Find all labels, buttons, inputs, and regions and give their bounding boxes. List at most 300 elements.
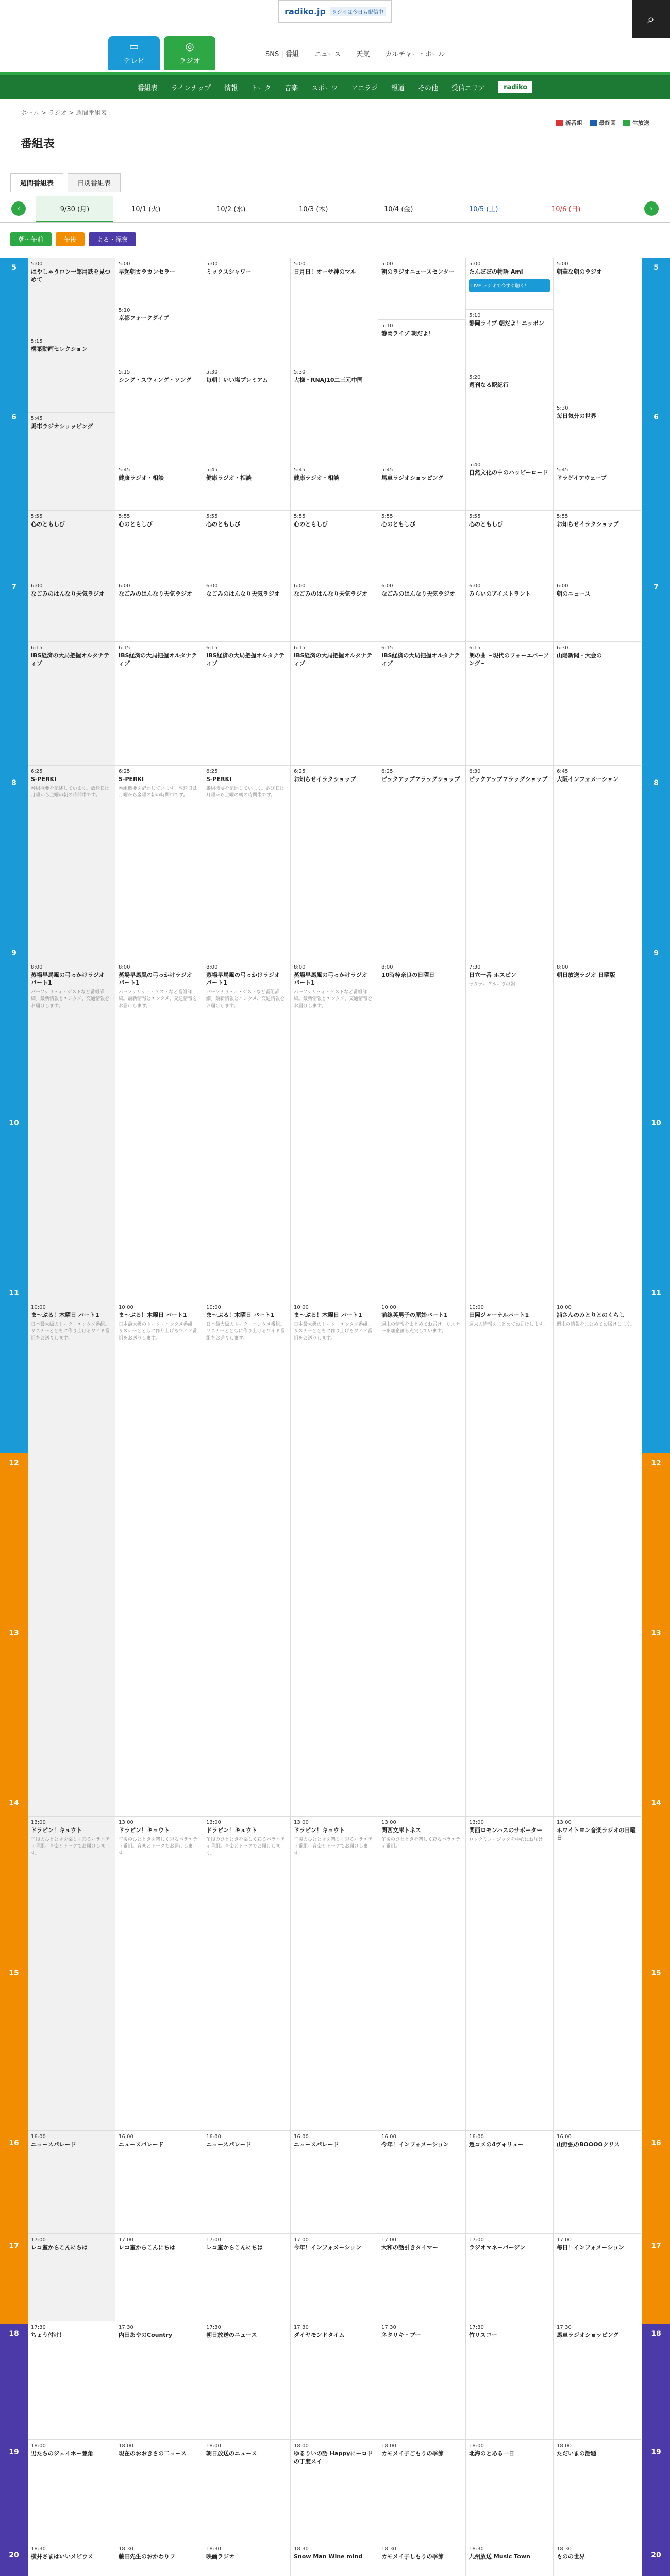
program-title: Snow Man Wine mind (294, 2553, 363, 2560)
subnav-item[interactable]: 情報 (224, 84, 238, 92)
program-cell[interactable] (378, 2543, 465, 2576)
program-cell[interactable] (291, 1301, 378, 1816)
program-title: 心のともしび (119, 521, 153, 528)
date-tab[interactable]: 10/2 (水) (216, 206, 246, 213)
program-time: 17:00 (119, 2237, 133, 2243)
program-cell[interactable] (203, 1816, 290, 2130)
program-time: 13:00 (31, 1820, 46, 1825)
program-title: お知らせイラクショップ (294, 776, 356, 783)
hour-label: 15 (0, 1963, 28, 2133)
program-title: 静岡ライブ 朝だよ！ (381, 330, 434, 337)
subnav-item[interactable]: 受信エリア (451, 84, 485, 92)
program-time: 6:25 (31, 769, 43, 774)
program-time: 6:00 (469, 583, 481, 589)
program-title: 毎日気分の世界 (557, 413, 596, 419)
program-time: 10:00 (31, 1304, 46, 1310)
program-cell[interactable] (203, 2321, 290, 2439)
program-tabs (10, 173, 121, 192)
program-title: 大阪インフォメーション (557, 776, 619, 783)
program-title: 週刊なる駅紀行 (469, 382, 509, 388)
tab-tv[interactable] (108, 36, 160, 70)
subnav-item[interactable]: ラインナップ (171, 84, 211, 92)
hour-label: 15 (642, 1963, 670, 2133)
program-time: 6:00 (557, 583, 568, 589)
program-cell[interactable] (466, 371, 553, 459)
program-cell[interactable] (554, 580, 641, 641)
program-title: ホワイトヨン音楽ラジオの日曜日 (557, 1827, 636, 1841)
program-time: 5:10 (469, 313, 481, 318)
program-time: 5:30 (294, 369, 306, 375)
breadcrumb: ホーム > ラジオ > 週間番組表 (21, 109, 107, 116)
program-title: 健康ラジオ・相談 (119, 474, 164, 481)
program-description: パーソナリティ・ゲストなど番組詳細。最新情報とエンタメ、交通情報をお届けします。 (119, 989, 197, 1009)
program-cell[interactable] (466, 258, 553, 309)
program-title: 関西文庫トネス (381, 1827, 421, 1834)
program-cell[interactable] (554, 510, 641, 580)
program-cell[interactable] (291, 961, 378, 1301)
hour-label: 10 (642, 1113, 670, 1283)
program-description: パーソナリティ・ゲストなど番組詳細。最新情報とエンタメ、交通情報をお届けします。 (31, 989, 110, 1009)
program-description: 日本最大級のトーク・エンタメ番組。リスナーとともに作り上げるワイド番組をお送りします。 (31, 1321, 110, 1341)
tab-daily[interactable]: 日別番組表 (68, 173, 121, 192)
program-cell[interactable] (378, 2130, 465, 2233)
subnav-item[interactable]: スポーツ (311, 84, 338, 92)
legend (556, 118, 649, 127)
program-cell[interactable] (378, 1301, 465, 1816)
hour-label: 11 (642, 1283, 670, 1453)
program-cell[interactable] (203, 765, 290, 961)
program-time: 13:00 (381, 1820, 396, 1825)
program-cell[interactable] (466, 2233, 553, 2321)
radiko-banner[interactable] (278, 0, 392, 23)
date-tab[interactable]: 10/4 (金) (384, 206, 413, 213)
program-time: 6:00 (294, 583, 306, 589)
program-title: 山陽新聞・大会の (557, 652, 602, 659)
program-cell[interactable] (378, 2233, 465, 2321)
program-cell[interactable] (203, 464, 290, 510)
program-cell[interactable] (466, 765, 553, 961)
program-time: 17:00 (294, 2237, 309, 2243)
program-cell[interactable] (115, 510, 203, 580)
program-cell[interactable] (115, 304, 203, 366)
program-description: サタデーグルーヴの朝。 (469, 981, 520, 987)
program-cell[interactable] (28, 2233, 115, 2321)
date-tab[interactable]: 10/5 (土) (469, 206, 498, 213)
program-cell[interactable] (115, 1301, 203, 1816)
subnav-item[interactable]: 番組表 (137, 84, 158, 92)
hour-label: 5 (0, 258, 28, 407)
program-title: 前線英男子の原始パート1 (381, 1312, 448, 1318)
tab-weekly[interactable]: 週間番組表 (10, 173, 63, 192)
program-cell[interactable] (466, 2439, 553, 2543)
hour-label: 19 (642, 2442, 670, 2545)
hour-label: 19 (0, 2442, 28, 2545)
program-time: 5:55 (469, 514, 481, 519)
program-cell[interactable] (28, 1816, 115, 2130)
program-title: 竹リスコー (469, 2332, 497, 2338)
program-cell[interactable] (466, 1816, 553, 2130)
program-title: 日月日！オーサ神のマル (294, 268, 356, 275)
program-cell[interactable] (28, 2321, 115, 2439)
program-time: 17:30 (119, 2325, 133, 2330)
program-description: 番組概要を記述しています。放送日は月曜から金曜の朝の時間帯です。 (31, 786, 110, 799)
program-title: ドラピン！キュウト (119, 1827, 170, 1834)
prev-week-button[interactable] (11, 201, 26, 216)
program-cell[interactable] (466, 961, 553, 1301)
program-cell[interactable] (203, 641, 290, 765)
program-cell[interactable] (291, 258, 378, 366)
program-cell[interactable] (554, 641, 641, 765)
program-title: 朝のニュース (557, 590, 591, 597)
program-time: 17:30 (206, 2325, 221, 2330)
program-cell[interactable] (466, 580, 553, 641)
program-title: ドラピン！キュウト (31, 1827, 82, 1834)
program-description: 番組概要を記述しています。放送日は月曜から金曜の朝の時間帯です。 (206, 786, 285, 799)
filter-night[interactable]: よる・深夜 (89, 232, 136, 246)
program-cell[interactable] (28, 335, 115, 412)
program-time: 13:00 (206, 1820, 221, 1825)
program-title: 自然文化の中のハッピーロード (469, 469, 548, 476)
nav-culture[interactable]: カルチャー・ホール (385, 50, 445, 58)
date-tab[interactable]: 10/6 (日) (551, 206, 581, 213)
program-cell[interactable] (554, 2543, 641, 2576)
subnav-item[interactable]: その他 (418, 84, 439, 92)
program-title: IBS経済の大局把握オルタナティブ (119, 652, 197, 667)
program-cell[interactable] (291, 765, 378, 961)
hour-gutter-right (642, 258, 670, 2576)
program-cell[interactable] (378, 961, 465, 1301)
program-cell[interactable] (28, 258, 115, 335)
program-title: ニュースパレード (31, 2141, 76, 2148)
hour-label: 11 (0, 1283, 28, 1453)
program-cell[interactable] (115, 2233, 203, 2321)
program-cell[interactable] (203, 366, 290, 464)
program-title: 男たちのジェイホー兼角 (31, 2450, 93, 2457)
program-title: ネタリキ・ブー (381, 2332, 421, 2338)
program-cell[interactable] (466, 510, 553, 580)
program-description: 週末の情報をまとめてお届けします。 (469, 1321, 548, 1327)
program-cell[interactable] (291, 2543, 378, 2576)
program-cell[interactable] (115, 258, 203, 304)
program-time: 10:00 (469, 1304, 484, 1310)
program-title: ニュースパレード (119, 2141, 164, 2148)
program-time: 10:00 (206, 1304, 221, 1310)
program-title: 毎日！インフォメーション (557, 2244, 625, 2251)
program-cell[interactable] (115, 464, 203, 510)
program-cell[interactable] (378, 464, 465, 510)
program-cell[interactable] (554, 1816, 641, 2130)
program-description: パーソナリティ・ゲストなど番組詳細。最新情報とエンタメ、交通情報をお届けします。 (294, 989, 373, 1009)
program-time: 5:00 (381, 261, 393, 267)
program-title: レコ室からこんにちは (31, 2244, 88, 2251)
program-cell[interactable] (28, 2130, 115, 2233)
program-cell[interactable] (28, 641, 115, 765)
program-cell[interactable] (466, 2130, 553, 2233)
program-description: 日本最大級のトーク・エンタメ番組。リスナーとともに作り上げるワイド番組をお送りします。 (206, 1321, 285, 1341)
hour-label: 16 (642, 2133, 670, 2236)
program-cell[interactable] (291, 2439, 378, 2543)
program-cell[interactable] (291, 2130, 378, 2233)
subnav-item[interactable]: 報道 (391, 84, 405, 92)
program-time: 18:30 (119, 2546, 133, 2552)
program-title: 今年！インフォメーション (381, 2141, 449, 2148)
program-cell[interactable] (466, 2543, 553, 2576)
subnav-item[interactable]: アニラジ (351, 84, 378, 92)
program-time: 5:55 (119, 514, 130, 519)
program-description: 日本最大級のトーク・エンタメ番組。リスナーとともに作り上げるワイド番組をお送りします。 (119, 1321, 197, 1341)
subnav-item[interactable]: 音楽 (284, 84, 298, 92)
program-time: 18:30 (381, 2546, 396, 2552)
nav-weather[interactable]: 天気 (356, 50, 370, 58)
hour-label: 8 (0, 773, 28, 943)
program-cell[interactable] (378, 510, 465, 580)
program-title: ま〜ぶる！木曜日 パート1 (31, 1312, 99, 1318)
program-title: 朝華な朝のラジオ (557, 268, 602, 275)
program-cell[interactable] (203, 2543, 290, 2576)
program-cell[interactable] (28, 580, 115, 641)
program-cell[interactable] (378, 2439, 465, 2543)
program-cell[interactable] (115, 2439, 203, 2543)
nav-sns[interactable]: SNS | 番組 (265, 50, 299, 58)
program-time: 13:00 (294, 1820, 309, 1825)
program-cell[interactable] (115, 2130, 203, 2233)
program-description: 番組概要を記述しています。放送日は月曜から金曜の朝の時間帯です。 (119, 786, 197, 799)
program-cell[interactable] (554, 258, 641, 402)
program-cell[interactable] (203, 2130, 290, 2233)
program-cell[interactable] (378, 319, 465, 464)
program-cell[interactable] (115, 2543, 203, 2576)
date-tab[interactable]: 10/3 (木) (299, 206, 328, 213)
program-time: 18:00 (557, 2443, 572, 2449)
tab-radio[interactable] (164, 36, 215, 70)
program-title: ま〜ぶる！木曜日 パート1 (119, 1312, 187, 1318)
program-cell[interactable] (203, 961, 290, 1301)
filter-afternoon[interactable]: 午後 (56, 232, 85, 246)
program-cell[interactable] (466, 641, 553, 765)
program-title: 京都フォークダイブ (119, 315, 169, 321)
program-cell[interactable] (291, 464, 378, 510)
program-title: なごみのはんなり天気ラジオ (294, 590, 367, 597)
program-cell[interactable] (291, 641, 378, 765)
hour-label: 18 (642, 2324, 670, 2442)
program-title: 朝日放送のニュース (206, 2332, 257, 2338)
program-title: 藤田先生のおかわりフ (119, 2553, 175, 2560)
program-time: 18:30 (294, 2546, 309, 2552)
program-cell[interactable] (28, 1301, 115, 1816)
program-cell[interactable] (291, 366, 378, 464)
listen-live-button[interactable]: LIVE ラジオで今すぐ聴く！ (469, 279, 550, 292)
program-title: S-PERKI (206, 776, 232, 783)
program-time: 10:00 (557, 1304, 572, 1310)
program-cell[interactable] (466, 459, 553, 510)
subnav-item[interactable]: トーク (251, 84, 272, 92)
hour-label: 12 (0, 1453, 28, 1623)
program-cell[interactable] (203, 2233, 290, 2321)
program-title: 浦さんのみとりとのくらし (557, 1312, 625, 1318)
program-title: なごみのはんなり天気ラジオ (206, 590, 280, 597)
program-title: 現在のおおきさの二ュース (119, 2450, 187, 2457)
date-tab[interactable]: 10/1 (火) (131, 206, 161, 213)
program-title: 朝日放送ラジオ 日曜版 (557, 972, 615, 978)
program-title: 朗の曲 ~現代のフォーエバーソング~ (469, 652, 549, 667)
program-time: 17:00 (469, 2237, 484, 2243)
program-description: ロックミュージックを中心にお届け。 (469, 1837, 548, 1842)
program-time: 5:15 (119, 369, 130, 375)
program-title: なごみのはんなり天気ラジオ (31, 590, 105, 597)
search-button[interactable] (632, 0, 670, 38)
program-cell[interactable] (554, 402, 641, 464)
program-cell[interactable] (378, 2321, 465, 2439)
hour-label: 20 (642, 2545, 670, 2576)
program-cell[interactable] (291, 2321, 378, 2439)
program-cell[interactable] (115, 641, 203, 765)
program-time: 17:30 (294, 2325, 309, 2330)
program-cell[interactable] (378, 258, 465, 319)
program-time: 17:30 (557, 2325, 572, 2330)
program-cell[interactable] (378, 765, 465, 961)
program-time: 6:25 (119, 769, 130, 774)
program-time: 5:00 (557, 261, 568, 267)
program-time: 5:55 (206, 514, 218, 519)
date-bar (0, 196, 670, 223)
program-title: 10時枠奈良の日曜日 (381, 972, 435, 978)
program-time: 10:00 (294, 1304, 309, 1310)
program-cell[interactable] (554, 2439, 641, 2543)
legend-live: 生放送 (623, 118, 649, 127)
program-cell[interactable] (378, 580, 465, 641)
program-description: 週末の情報をまとめてお届けします。 (557, 1321, 635, 1327)
program-cell[interactable] (378, 1816, 465, 2130)
program-description: 午後のひとときを楽しく彩るバラエティ番組。音楽とトークでお届けします。 (294, 1837, 373, 1856)
program-cell[interactable] (203, 580, 290, 641)
program-cell[interactable] (554, 464, 641, 510)
tab-radio-label: ラジオ (179, 57, 200, 65)
program-description: 日本最大級のトーク・エンタメ番組。リスナーとともに作り上げるワイド番組をお送りします。 (294, 1321, 373, 1341)
program-title: 心のともしび (381, 521, 415, 528)
chevron-left-icon: ‹ (17, 205, 20, 213)
program-title: 関西ロモンハスのサポーター (469, 1827, 543, 1834)
program-cell[interactable] (115, 961, 203, 1301)
program-cell[interactable] (466, 2321, 553, 2439)
program-title: レコ室からこんにちは (206, 2244, 263, 2251)
program-title: なごみのはんなり天気ラジオ (381, 590, 455, 597)
program-title: 蒸場早馬風の弓っかけラジオ パート1 (294, 972, 367, 986)
program-title: 横井さまはいいメビウス (31, 2553, 93, 2560)
program-cell[interactable] (466, 309, 553, 371)
program-title: なごみのはんなり天気ラジオ (119, 590, 192, 597)
hour-label: 6 (642, 407, 670, 577)
program-cell[interactable] (554, 2130, 641, 2233)
time-filter (0, 230, 670, 248)
radiko-link[interactable]: radiko (498, 81, 532, 93)
program-title: 蒸場早馬風の弓っかけラジオ パート1 (119, 972, 192, 986)
hour-label: 13 (0, 1623, 28, 1793)
program-cell[interactable] (554, 2321, 641, 2439)
program-time: 5:15 (31, 338, 43, 344)
program-time: 13:00 (557, 1820, 572, 1825)
program-title: ドラピン！キュウト (294, 1827, 345, 1834)
program-time: 18:00 (31, 2443, 46, 2449)
program-title: IBS経済の大局把握オルタナティブ (294, 652, 372, 667)
hour-label: 7 (642, 577, 670, 773)
program-cell[interactable] (28, 961, 115, 1301)
program-cell[interactable] (203, 510, 290, 580)
media-tabs (108, 36, 215, 70)
program-cell[interactable] (291, 510, 378, 580)
program-cell[interactable] (28, 765, 115, 961)
filter-morning[interactable]: 朝〜午前 (10, 232, 52, 246)
program-title: 朝日放送のニュース (206, 2450, 257, 2457)
program-cell[interactable] (115, 1816, 203, 2130)
program-cell[interactable] (291, 1816, 378, 2130)
program-title: 心のともしび (31, 521, 65, 528)
program-cell[interactable] (554, 961, 641, 1301)
program-cell[interactable] (554, 2233, 641, 2321)
day-column (554, 258, 641, 2576)
program-cell[interactable] (28, 412, 115, 510)
hour-label: 5 (642, 258, 670, 407)
top-nav (265, 48, 445, 58)
program-title: S-PERKI (119, 776, 144, 783)
program-cell[interactable] (466, 1301, 553, 1816)
program-cell[interactable] (291, 2233, 378, 2321)
hour-label: 14 (0, 1793, 28, 1963)
date-tab[interactable]: 9/30 (月) (36, 196, 113, 222)
hour-label: 13 (642, 1623, 670, 1793)
program-time: 17:00 (206, 2237, 221, 2243)
program-time: 6:00 (31, 583, 43, 589)
hour-label: 6 (0, 407, 28, 577)
program-title: 静岡ライブ 朝だよ！ニッポン (469, 320, 544, 327)
program-title: はやしゃうロン一郎用鉄を見つめて (31, 268, 110, 283)
hour-label: 20 (0, 2545, 28, 2576)
program-time: 8:00 (206, 964, 218, 970)
program-cell[interactable] (28, 2439, 115, 2543)
program-cell[interactable] (115, 580, 203, 641)
program-cell[interactable] (203, 2439, 290, 2543)
banner-text: ラジオは今日も配信中 (330, 7, 386, 16)
program-cell[interactable] (203, 1301, 290, 1816)
program-title: シング・スウィング・ソング (119, 377, 192, 383)
program-cell[interactable] (378, 641, 465, 765)
program-time: 18:30 (31, 2546, 46, 2552)
program-cell[interactable] (28, 2543, 115, 2576)
hour-label: 7 (0, 577, 28, 773)
program-cell[interactable] (115, 366, 203, 464)
program-title: 馬車ラジオショッピング (557, 2332, 619, 2338)
program-cell[interactable] (554, 765, 641, 961)
program-cell[interactable] (554, 1301, 641, 1816)
program-cell[interactable] (115, 2321, 203, 2439)
program-title: ダイヤモンドタイム (294, 2332, 345, 2338)
program-time: 7:30 (469, 964, 481, 970)
program-cell[interactable] (115, 765, 203, 961)
program-cell[interactable] (291, 580, 378, 641)
program-time: 5:10 (381, 323, 393, 329)
program-time: 6:00 (381, 583, 393, 589)
program-title: 構築動画セレクション (31, 346, 88, 352)
nav-news[interactable]: ニュース (314, 50, 341, 58)
program-time: 6:30 (557, 645, 568, 651)
program-cell[interactable] (203, 258, 290, 366)
program-time: 16:00 (294, 2134, 309, 2140)
program-time: 6:15 (294, 645, 306, 651)
program-title: ミックスシャワー (206, 268, 252, 275)
search-icon: ⌕ (647, 11, 655, 27)
program-time: 17:30 (381, 2325, 396, 2330)
next-week-button[interactable] (644, 201, 659, 216)
program-cell[interactable] (28, 510, 115, 580)
